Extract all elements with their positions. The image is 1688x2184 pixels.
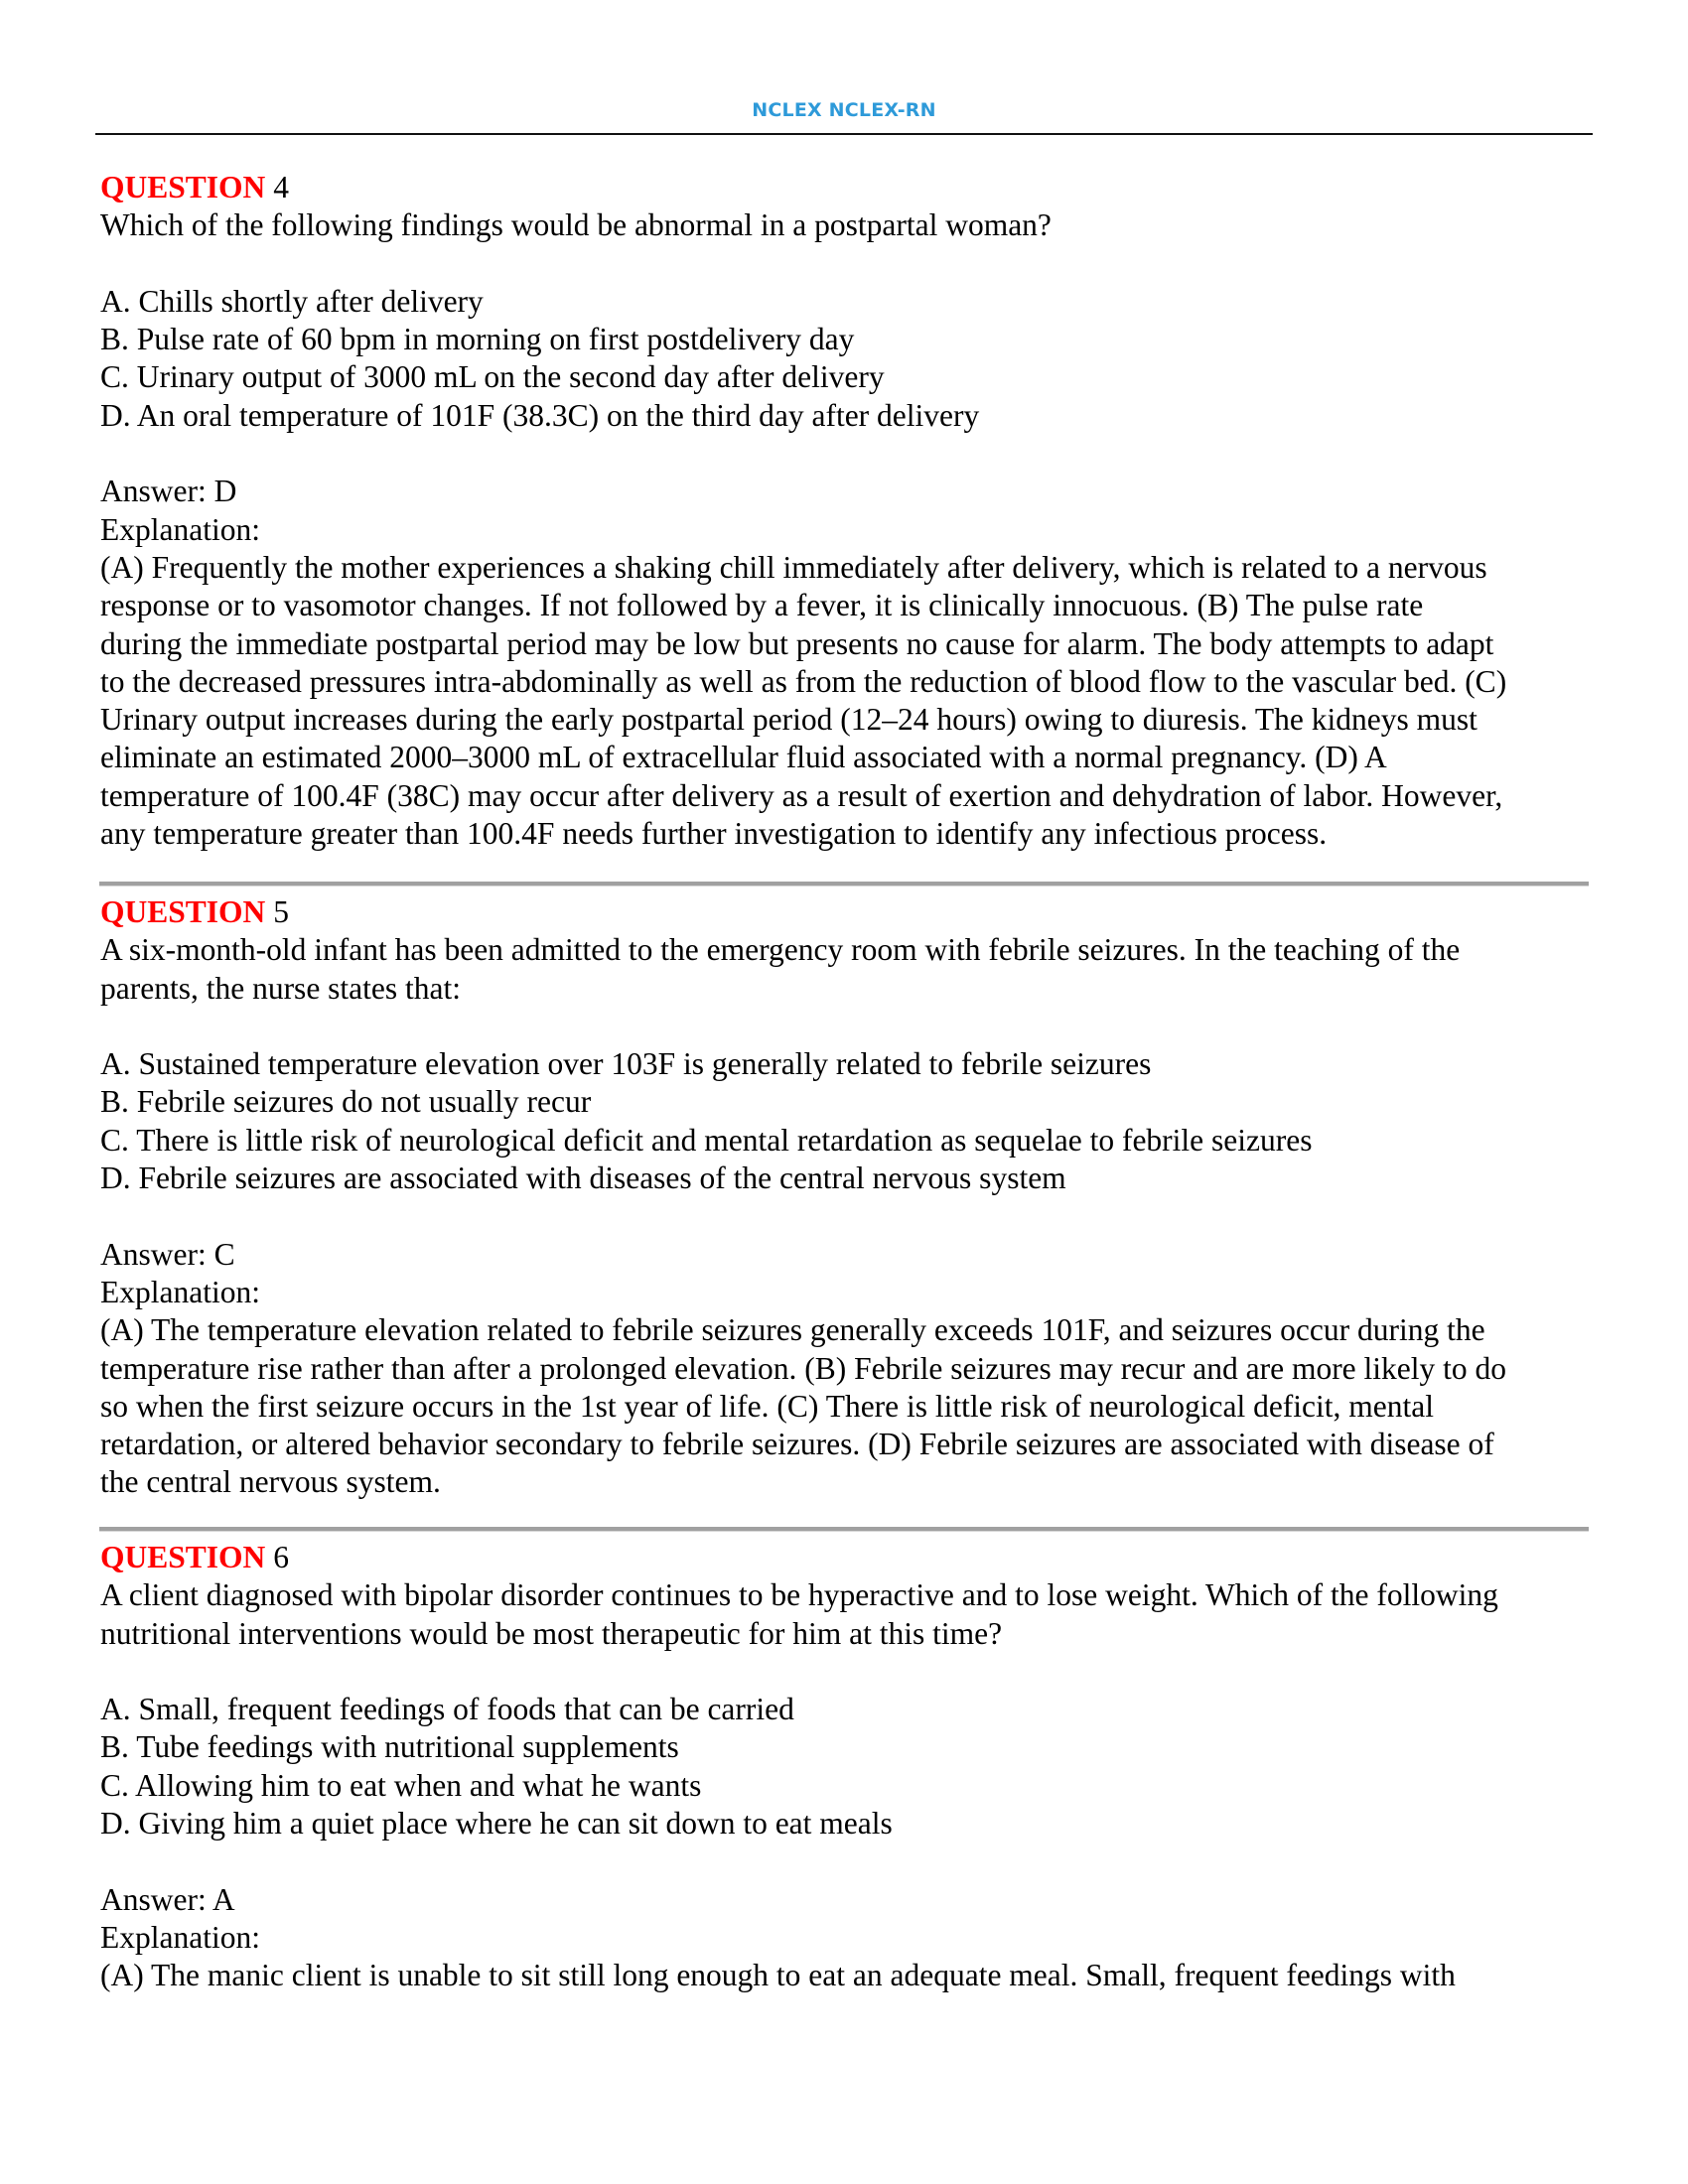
page-header [95,99,1593,135]
question-5 [100,893,1600,1502]
spacer [100,435,1600,473]
explanation-label: Explanation: [100,1274,260,1309]
question-label: QUESTION [100,170,266,205]
spacer [100,1653,1600,1691]
option-c: C. Allowing him to eat when and what he wants [100,1767,702,1803]
explanation-line: during the immediate postpartal period may be low but presents no cause for alarm. The body attempts to adapt [100,625,1494,661]
option-d: D. Febrile seizures are associated with diseases of the central nervous system [100,1160,1066,1196]
spacer [100,1197,1600,1235]
option-d: D. Giving him a quiet place where he can sit down to eat meals [100,1806,893,1842]
spacer [100,1008,1600,1045]
explanation-line: any temperature greater than 100.4F needs further investigation to identify any infectious process. [100,816,1328,852]
option-a: A. Chills shortly after delivery [100,283,484,319]
explanation-label: Explanation: [100,511,260,547]
explanation-line: the central nervous system. [100,1464,441,1500]
answer: Answer: A [100,1881,235,1917]
explanation-line: response or to vasomotor changes. If not followed by a fever, it is clinically innocuous. (B) The pulse rate [100,588,1424,623]
question-number: 5 [273,894,289,929]
explanation-line: eliminate an estimated 2000–3000 mL of extracellular fluid associated with a normal pregnancy. (D) A [100,740,1387,775]
question-heading [100,893,1600,931]
question-6 [100,1539,1600,1995]
spacer [100,1843,1600,1880]
question-number: 6 [273,1540,289,1574]
explanation-line: temperature rise rather than after a prolonged elevation. (B) Febrile seizures may recur and are more likely to do [100,1350,1507,1386]
question-separator [99,882,1589,887]
question-stem: parents, the nurse states that: [100,970,462,1006]
question-heading [100,169,1600,206]
option-b: B. Tube feedings with nutritional supplements [100,1729,679,1765]
spacer [100,245,1600,283]
explanation-line: (A) Frequently the mother experiences a shaking chill immediately after delivery, which is related to a nervous [100,549,1487,585]
option-a: A. Sustained temperature elevation over 103F is generally related to febrile seizures [100,1046,1152,1082]
option-b: B. Febrile seizures do not usually recur [100,1084,592,1120]
question-label: QUESTION [100,894,266,929]
question-stem: A six-month-old infant has been admitted to the emergency room with febrile seizures. In the teaching of the [100,932,1461,968]
explanation-line: (A) The manic client is unable to sit still long enough to eat an adequate meal. Small, frequent feedings with [100,1958,1456,1993]
explanation-label: Explanation: [100,1919,260,1955]
page-header-title: NCLEX NCLEX-RN [752,99,936,121]
option-d: D. An oral temperature of 101F (38.3C) on the third day after delivery [100,397,980,433]
question-stem: nutritional interventions would be most therapeutic for him at this time? [100,1615,1003,1651]
option-c: C. Urinary output of 3000 mL on the second day after delivery [100,359,885,395]
question-stem: Which of the following findings would be abnormal in a postpartal woman? [100,207,1052,243]
question-number: 4 [273,170,289,205]
question-label: QUESTION [100,1540,266,1574]
explanation-line: Urinary output increases during the early postpartal period (12–24 hours) owing to diuresis. The kidneys must [100,702,1477,738]
option-c: C. There is little risk of neurological deficit and mental retardation as sequelae to febrile seizures [100,1122,1313,1158]
question-stem: A client diagnosed with bipolar disorder continues to be hyperactive and to lose weight. Which of the following [100,1577,1498,1613]
option-b: B. Pulse rate of 60 bpm in morning on first postdelivery day [100,322,855,357]
question-separator [99,1527,1589,1532]
answer: Answer: C [100,1236,235,1272]
explanation-line: to the decreased pressures intra-abdominally as well as from the reduction of blood flow to the vascular bed. (C) [100,663,1507,699]
question-4 [100,169,1600,853]
option-a: A. Small, frequent feedings of foods that can be carried [100,1692,794,1727]
explanation-line: temperature of 100.4F (38C) may occur after delivery as a result of exertion and dehydration of labor. However, [100,777,1503,813]
question-heading [100,1539,1600,1576]
answer: Answer: D [100,474,237,509]
explanation-line: retardation, or altered behavior secondary to febrile seizures. (D) Febrile seizures are associated with disease of [100,1427,1494,1462]
explanation-line: (A) The temperature elevation related to febrile seizures generally exceeds 101F, and seizures occur during the [100,1312,1485,1348]
explanation-line: so when the first seizure occurs in the 1st year of life. (C) There is little risk of neurological deficit, mental [100,1388,1434,1424]
